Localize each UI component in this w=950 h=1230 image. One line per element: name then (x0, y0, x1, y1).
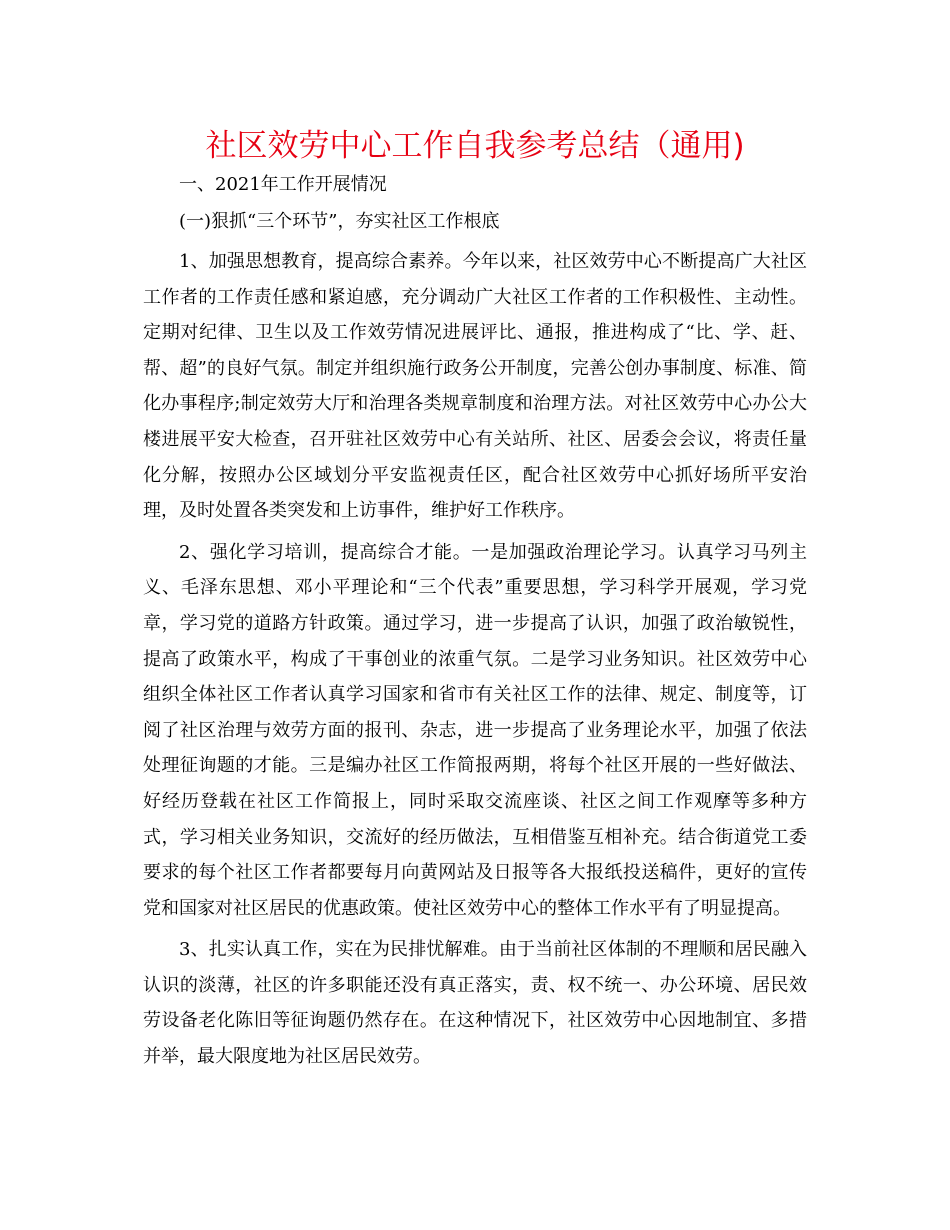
subsection-heading: (一)狠抓“三个环节”，夯实社区工作根底 (179, 211, 500, 232)
document-body (143, 170, 807, 1081)
paragraph-3: 3、扎实认真工作，实在为民排忧解难。由于当前社区体制的不理顺和居民融入认识的淡薄，社区的许多职能还没有真正落实，责、权不统一、办公环境、居民效劳设备老化陈旧等征询题仍然存在。在这种情况下，社区效劳中心因地制宜、多措并举，最大限度地为社区居民效劳。 (143, 939, 807, 1068)
section-heading: 一、2021年工作开展情况 (179, 174, 387, 195)
paragraph-1: 1、加强思想教育，提高综合素养。今年以来，社区效劳中心不断提高广大社区工作者的工作责任感和紧迫感，充分调动广大社区工作者的工作积极性、主动性。定期对纪律、卫生以及工作效劳情况进展评比、通报，推进构成了“比、学、赶、帮、超”的良好气氛。制定并组织施行政务公开制度，完善公创办事制度、标准、简化办事程序;制定效劳大厅和治理各类规章制度和治理方法。对社区效劳中心办公大楼进展平安大检查，召开驻社区效劳中心有关站所、社区、居委会会议，将责任量化分解，按照办公区域划分平安监视责任区，配合社区效劳中心抓好场所平安治理，及时处置各类突发和上访事件，维护好工作秩序。 (143, 251, 807, 522)
paragraph-2: 2、强化学习培训，提高综合才能。一是加强政治理论学习。认真学习马列主义、毛泽东思想、邓小平理论和“三个代表”重要思想，学习科学开展观，学习党章，学习党的道路方针政策。通过学习，进一步提高了认识，加强了政治敏锐性，提高了政策水平，构成了干事创业的浓重气氛。二是学习业务知识。社区效劳中心组织全体社区工作者认真学习国家和省市有关社区工作的法律、规定、制度等，订阅了社区治理与效劳方面的报刊、杂志，进一步提高了业务理论水平，加强了依法处理征询题的才能。三是编办社区工作简报两期，将每个社区开展的一些好做法、好经历登载在社区工作简报上，同时采取交流座谈、社区之间工作观摩等多种方式，学习相关业务知识，交流好的经历做法，互相借鉴互相补充。结合街道党工委要求的每个社区工作者都要每月向黄网站及日报等各大报纸投送稿件，更好的宣传党和国家对社区居民的优惠政策。使社区效劳中心的整体工作水平有了明显提高。 (143, 541, 807, 919)
document-title: 社区效劳中心工作自我参考总结（通用) (205, 128, 745, 164)
